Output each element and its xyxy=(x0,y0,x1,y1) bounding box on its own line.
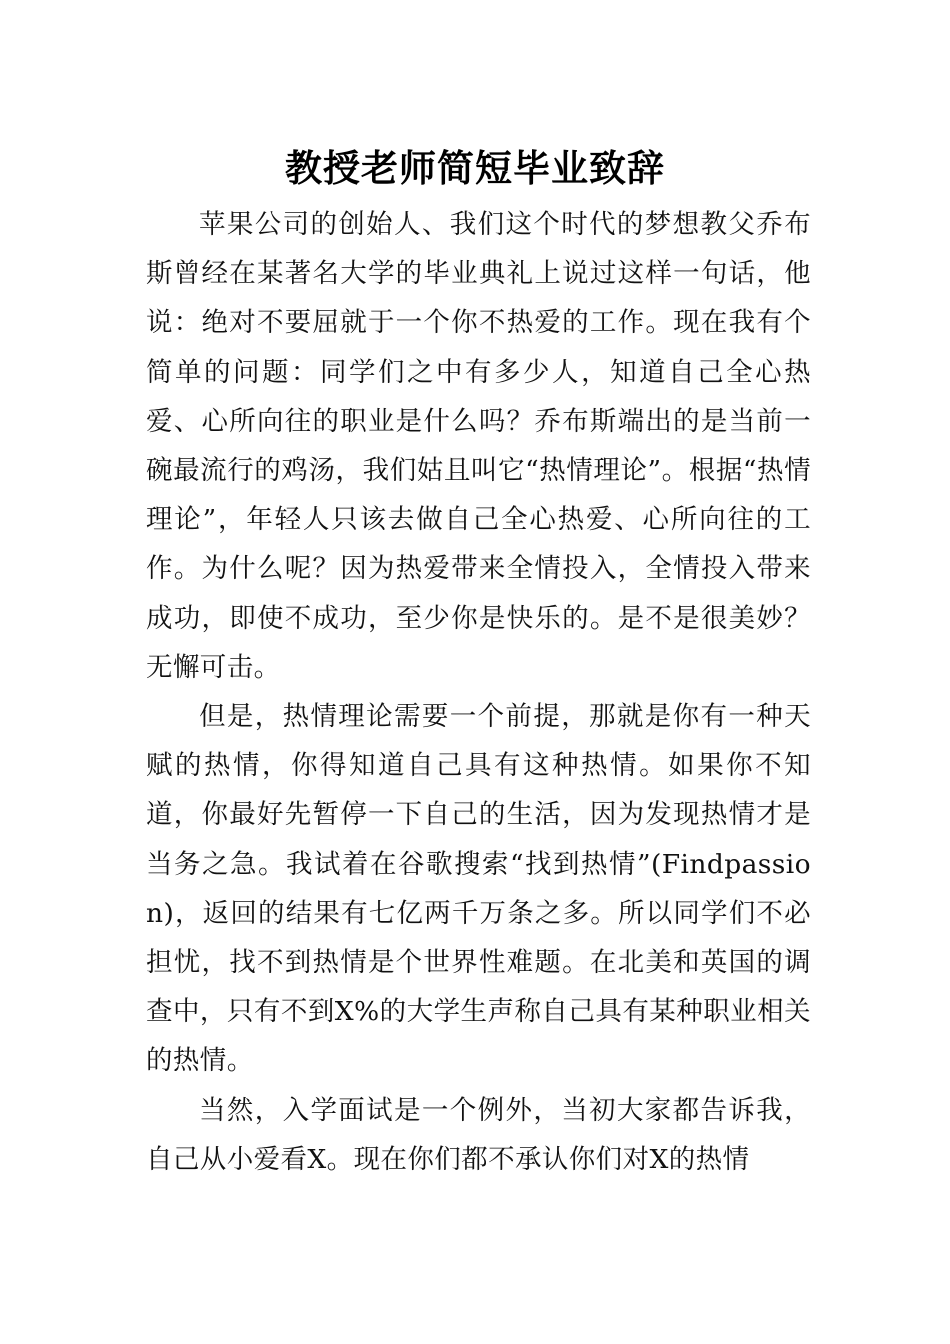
document-title: 教授老师简短毕业致辞 xyxy=(285,146,665,190)
paragraph-1: 苹果公司的创始人、我们这个时代的梦想教父乔布斯曾经在某著名大学的毕业典礼上说过这样一句话，他说：绝对不要屈就于一个你不热爱的工作。现在我有个简单的问题：同学们之中有多少人，知道自己全心热爱、心所向往的职业是什么吗？乔布斯端出的是当前一碗最流行的鸡汤，我们姑且叫它“热情理论”。根据“热情理论”，年轻人只该去做自己全心热爱、心所向往的工作。为什么呢？因为热爱带来全情投入，全情投入带来成功，即使不成功，至少你是快乐的。是不是很美妙？无懈可击。 xyxy=(146,209,811,683)
document-body xyxy=(146,200,811,1184)
paragraph-3: 当然，入学面试是一个例外，当初大家都告诉我，自己从小爱看X。现在你们都不承认你们对X的热情 xyxy=(146,1094,811,1175)
paragraph-2: 但是，热情理论需要一个前提，那就是你有一种天赋的热情，你得知道自己具有这种热情。如果你不知道，你最好先暂停一下自己的生活，因为发现热情才是当务之急。我试着在谷歌搜索“找到热情”(Findpassion)，返回的结果有七亿两千万条之多。所以同学们不必担忧，找不到热情是个世界性难题。在北美和英国的调查中，只有不到X%的大学生声称自己具有某种职业相关的热情。 xyxy=(146,701,811,1077)
